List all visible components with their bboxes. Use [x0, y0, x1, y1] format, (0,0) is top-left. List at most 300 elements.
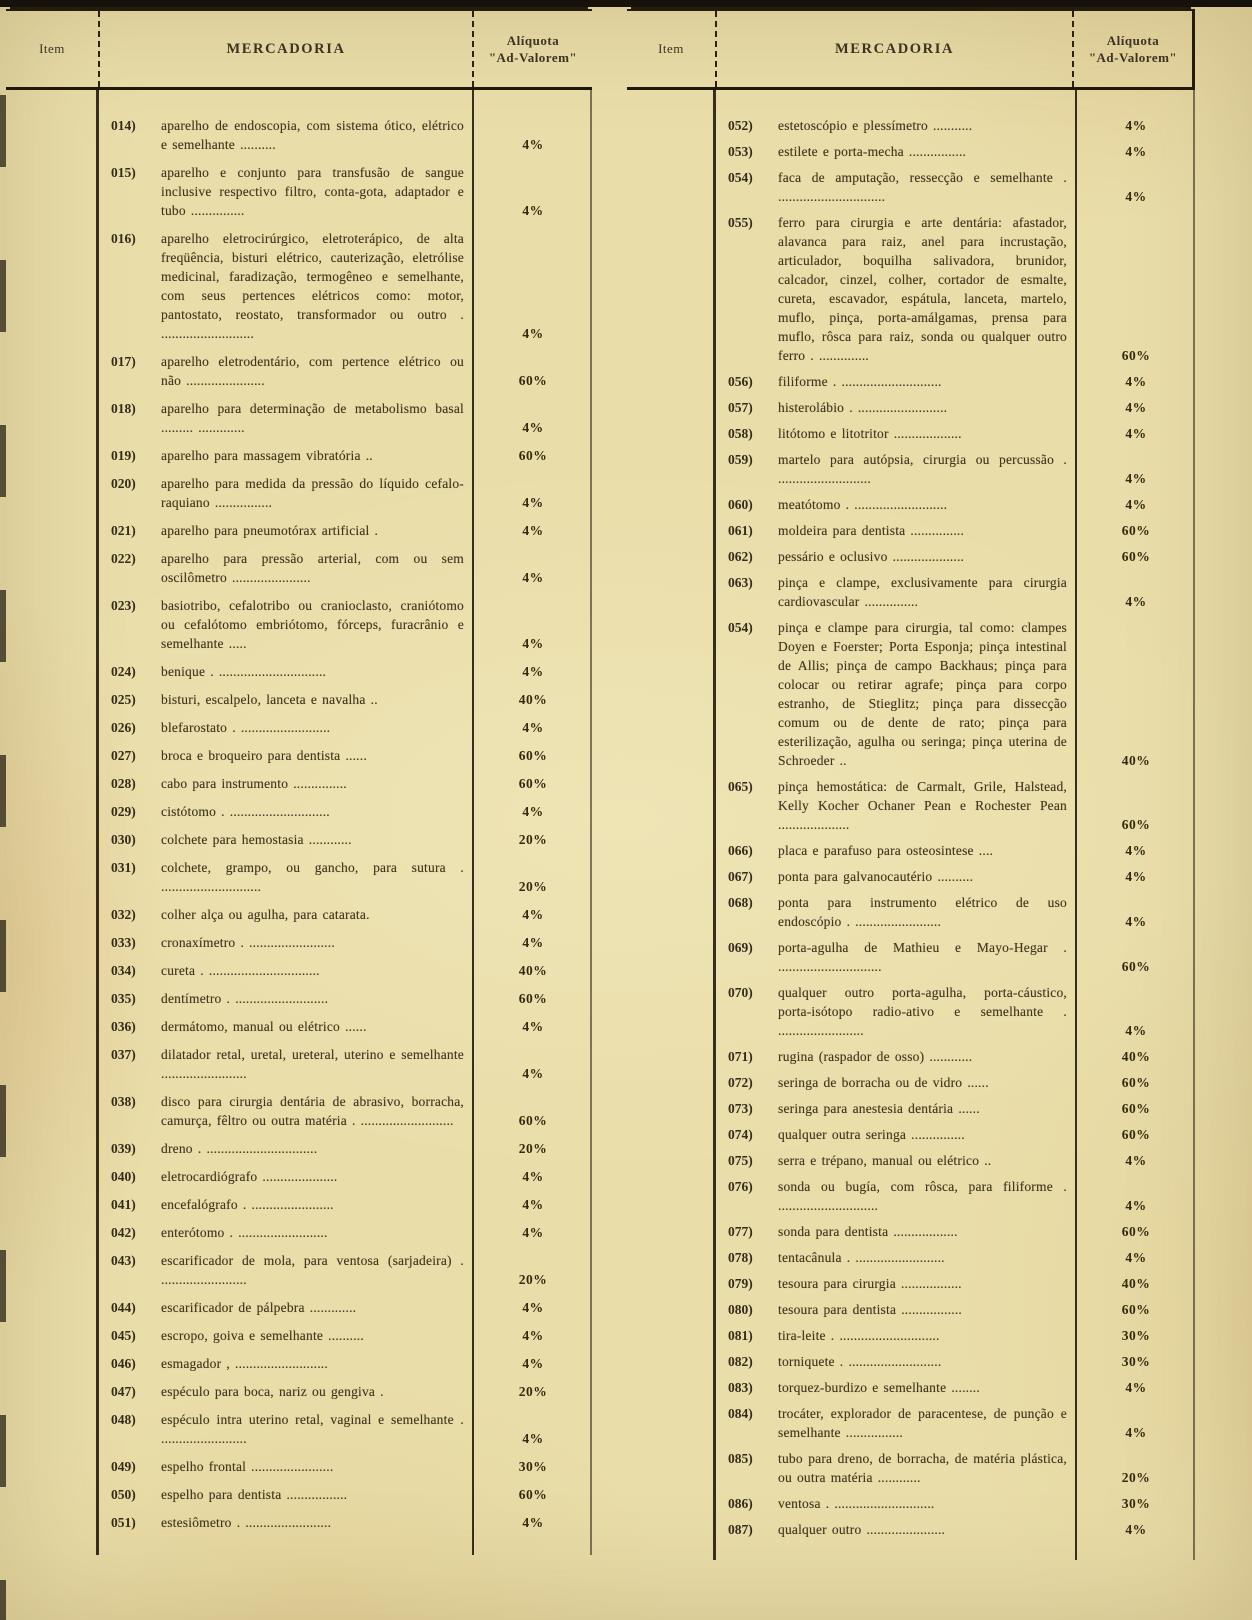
item-description: qualquer outra seringa ...............	[778, 1127, 965, 1142]
table-row	[715, 1326, 1195, 1345]
item-number: 029)	[111, 804, 136, 819]
item-number: 070)	[728, 985, 753, 1000]
item-rate: 4%	[1125, 1023, 1147, 1038]
item-description: sonda ou bugía, com rôsca, para filiforme . ............................	[778, 1179, 1067, 1213]
table-row	[715, 1099, 1195, 1118]
item-description: encefalógrafo . .......................	[161, 1197, 334, 1212]
item-description: colchete, grampo, ou gancho, para sutura . ............................	[161, 860, 464, 894]
item-number: 065)	[728, 779, 753, 794]
item-description: filiforme . ............................	[778, 374, 942, 389]
table-row	[715, 398, 1195, 417]
item-number: 086)	[728, 1496, 753, 1511]
item-rate: 4%	[522, 1066, 544, 1081]
item-number: 028)	[111, 776, 136, 791]
item-rate: 60%	[1121, 959, 1151, 974]
item-number: 021)	[111, 523, 136, 538]
item-number: 050)	[111, 1487, 136, 1502]
item-number: 034)	[111, 963, 136, 978]
item-description: escarificador de mola, para ventosa (sarjadeira) . ........................	[161, 1253, 464, 1287]
table-row	[715, 1300, 1195, 1319]
item-rate: 30%	[1121, 1496, 1151, 1511]
item-rate: 4%	[1125, 118, 1147, 133]
item-number: 035)	[111, 991, 136, 1006]
item-number: 024)	[111, 664, 136, 679]
item-number: 066)	[728, 843, 753, 858]
item-rate: 60%	[1121, 1127, 1151, 1142]
item-number: 014)	[111, 118, 136, 133]
item-rate: 4%	[522, 1328, 544, 1343]
item-number: 062)	[728, 549, 753, 564]
table-row	[98, 446, 592, 465]
table-row	[98, 802, 592, 821]
item-rate: 4%	[522, 664, 544, 679]
column-header-aliquota	[1074, 32, 1192, 66]
tariff-table-left	[6, 9, 592, 1555]
item-rate: 20%	[518, 1141, 548, 1156]
item-rate: 4%	[522, 326, 544, 341]
item-rate: 4%	[522, 907, 544, 922]
item-description: estilete e porta-mecha ................	[778, 144, 967, 159]
item-rate: 60%	[518, 748, 548, 763]
table-header	[6, 9, 592, 90]
item-description: meatótomo . ..........................	[778, 497, 948, 512]
item-rate: 60%	[1121, 1101, 1151, 1116]
item-number: 036)	[111, 1019, 136, 1034]
item-number: 083)	[728, 1380, 753, 1395]
item-rate: 4%	[1125, 1153, 1147, 1168]
table-row	[98, 1139, 592, 1158]
item-rate: 60%	[1121, 1302, 1151, 1317]
item-rate: 20%	[518, 832, 548, 847]
item-rate: 4%	[1125, 1198, 1147, 1213]
table-row	[98, 521, 592, 540]
item-number: 056)	[728, 374, 753, 389]
item-description: escarificador de pálpebra .............	[161, 1300, 357, 1315]
item-number: 032)	[111, 907, 136, 922]
item-description: cronaxímetro . ........................	[161, 935, 335, 950]
table-row	[715, 372, 1195, 391]
item-number: 072)	[728, 1075, 753, 1090]
item-rate: 4%	[522, 1356, 544, 1371]
item-description: estetoscópio e plessímetro ...........	[778, 118, 973, 133]
item-number: 023)	[111, 598, 136, 613]
item-number: 057)	[728, 400, 753, 415]
item-rate: 4%	[1125, 497, 1147, 512]
item-description: esmagador , ..........................	[161, 1356, 328, 1371]
item-rate: 30%	[518, 1459, 548, 1474]
table-row	[98, 858, 592, 896]
item-number: 067)	[728, 869, 753, 884]
column-header-mercadoria: MERCADORIA	[98, 11, 474, 87]
item-description: trocáter, explorador de paracentese, de punção e semelhante ................	[778, 1406, 1067, 1440]
table-row	[715, 1125, 1195, 1144]
item-number: 054)	[728, 170, 753, 185]
item-rate: 4%	[522, 1019, 544, 1034]
item-rate: 60%	[1121, 1224, 1151, 1239]
item-number: 068)	[728, 895, 753, 910]
table-row	[98, 596, 592, 653]
item-rate: 4%	[522, 570, 544, 585]
item-rate: 4%	[1125, 1522, 1147, 1537]
item-rate: 60%	[518, 776, 548, 791]
item-number: 053)	[728, 144, 753, 159]
item-description: qualquer outro ......................	[778, 1522, 946, 1537]
item-description: aparelho eletrodentário, com pertence elétrico ou não ......................	[161, 354, 464, 388]
item-number: 042)	[111, 1225, 136, 1240]
item-description: cabo para instrumento ...............	[161, 776, 347, 791]
item-description: tentacânula . .........................	[778, 1250, 945, 1265]
item-number: 081)	[728, 1328, 753, 1343]
column-header-item: Item	[39, 41, 65, 56]
table-row	[715, 1404, 1195, 1442]
item-description: rugina (raspador de osso) ............	[778, 1049, 973, 1064]
table-row	[98, 746, 592, 765]
item-number: 043)	[111, 1253, 136, 1268]
item-number: 037)	[111, 1047, 136, 1062]
item-rate: 4%	[522, 523, 544, 538]
item-description: torniquete . ..........................	[778, 1354, 942, 1369]
table-row	[98, 961, 592, 980]
table-row	[715, 547, 1195, 566]
item-number: 074)	[728, 1127, 753, 1142]
item-number: 076)	[728, 1179, 753, 1194]
item-rate: 4%	[1125, 374, 1147, 389]
item-description: aparelho de endoscopia, com sistema ótico, elétrico e semelhante ..........	[161, 118, 464, 152]
table-row	[98, 1354, 592, 1373]
item-description: tesoura para cirurgia .................	[778, 1276, 962, 1291]
column-header-mercadoria: MERCADORIA	[715, 11, 1074, 87]
table-row	[715, 1073, 1195, 1092]
item-rate: 4%	[1125, 914, 1147, 929]
item-description: ponta para galvanocautério ..........	[778, 869, 974, 884]
item-rate: 60%	[1121, 523, 1151, 538]
table-row	[715, 1352, 1195, 1371]
item-description: sonda para dentista ..................	[778, 1224, 958, 1239]
item-number: 082)	[728, 1354, 753, 1369]
table-row	[715, 1274, 1195, 1293]
item-rate: 4%	[522, 804, 544, 819]
item-rate: 40%	[1121, 1276, 1151, 1291]
item-number: 046)	[111, 1356, 136, 1371]
item-description: litótomo e litotritor ...................	[778, 426, 962, 441]
item-rate: 60%	[518, 448, 548, 463]
item-rate: 4%	[522, 636, 544, 651]
item-description: aparelho para pressão arterial, com ou sem oscilômetro ......................	[161, 551, 464, 585]
item-description: pessário e oclusivo ....................	[778, 549, 965, 564]
item-rate: 4%	[522, 935, 544, 950]
item-number: 078)	[728, 1250, 753, 1265]
item-number: 040)	[111, 1169, 136, 1184]
item-description: enterótomo . .........................	[161, 1225, 328, 1240]
item-number: 045)	[111, 1328, 136, 1343]
table-row	[715, 893, 1195, 931]
table-row	[98, 1485, 592, 1504]
table-row	[98, 1410, 592, 1448]
table-row	[715, 867, 1195, 886]
aliquota-label-line1: Alíquota	[1106, 33, 1160, 48]
item-number: 084)	[728, 1406, 753, 1421]
item-description: colchete para hemostasia ............	[161, 832, 352, 847]
item-description: dreno . ...............................	[161, 1141, 318, 1156]
table-row	[98, 718, 592, 737]
item-number: 019)	[111, 448, 136, 463]
table-row	[715, 1520, 1195, 1539]
item-rate: 30%	[1121, 1354, 1151, 1369]
table-row	[715, 142, 1195, 161]
table-row	[715, 777, 1195, 834]
item-rate: 20%	[518, 1272, 548, 1287]
table-row	[98, 905, 592, 924]
table-row	[98, 830, 592, 849]
table-row	[715, 1494, 1195, 1513]
item-number: 051)	[111, 1515, 136, 1530]
item-number: 038)	[111, 1094, 136, 1109]
item-description: moldeira para dentista ...............	[778, 523, 965, 538]
aliquota-label-line2: "Ad-Valorem"	[1088, 50, 1178, 65]
table-row	[98, 1092, 592, 1130]
item-number: 025)	[111, 692, 136, 707]
table-row	[98, 989, 592, 1008]
table-row	[715, 938, 1195, 976]
table-body-left	[6, 90, 592, 1555]
aliquota-label-line2: "Ad-Valorem"	[488, 50, 578, 65]
item-number: 039)	[111, 1141, 136, 1156]
item-rate: 20%	[1121, 1470, 1151, 1485]
item-description: estesiômetro . ........................	[161, 1515, 332, 1530]
table-row	[98, 399, 592, 437]
table-row	[98, 1223, 592, 1242]
item-description: ventosa . ............................	[778, 1496, 935, 1511]
item-description: tesoura para dentista .................	[778, 1302, 963, 1317]
item-description: cistótomo . ............................	[161, 804, 330, 819]
item-rate: 4%	[1125, 1425, 1147, 1440]
item-number: 017)	[111, 354, 136, 369]
item-description: ponta para instrumento elétrico de uso endoscópio . ........................	[778, 895, 1067, 929]
item-rate: 60%	[1121, 549, 1151, 564]
item-number: 033)	[111, 935, 136, 950]
item-rate: 60%	[518, 991, 548, 1006]
item-rate: 40%	[518, 963, 548, 978]
item-description: disco para cirurgia dentária de abrasivo, borracha, camurça, fêltro ou outra matéria . ..........................	[161, 1094, 464, 1128]
item-description: espéculo intra uterino retal, vaginal e semelhante . ........................	[161, 1412, 464, 1446]
column-header-aliquota	[474, 32, 592, 66]
item-number: 077)	[728, 1224, 753, 1239]
table-row	[98, 549, 592, 587]
table-row	[98, 690, 592, 709]
page-top-rule	[0, 0, 1252, 7]
item-description: escropo, goiva e semelhante ..........	[161, 1328, 364, 1343]
table-row	[98, 1195, 592, 1214]
item-rate: 4%	[522, 420, 544, 435]
table-row	[98, 1167, 592, 1186]
item-number: 052)	[728, 118, 753, 133]
item-description: aparelho para massagem vibratória ..	[161, 448, 373, 463]
item-description: aparelho para medida da pressão do líquido cefalo-raquiano ................	[161, 476, 464, 510]
table-row	[98, 1457, 592, 1476]
item-description: placa e parafuso para osteosintese ....	[778, 843, 994, 858]
table-row	[715, 116, 1195, 135]
item-number: 030)	[111, 832, 136, 847]
item-description: cureta . ...............................	[161, 963, 320, 978]
item-number: 022)	[111, 551, 136, 566]
item-description: torquez-burdizo e semelhante ........	[778, 1380, 980, 1395]
item-number: 079)	[728, 1276, 753, 1291]
item-number: 060)	[728, 497, 753, 512]
item-rate: 60%	[518, 373, 548, 388]
table-row	[715, 983, 1195, 1040]
item-description: tira-leite . ............................	[778, 1328, 940, 1343]
item-rate: 60%	[518, 1487, 548, 1502]
item-number: 015)	[111, 165, 136, 180]
item-rate: 4%	[522, 1431, 544, 1446]
item-rate: 4%	[522, 1300, 544, 1315]
item-description: qualquer outro porta-agulha, porta-cáustico, porta-isótopo radio-ativo e semelhante . ........................	[778, 985, 1067, 1038]
item-rate: 40%	[518, 692, 548, 707]
item-number: 016)	[111, 231, 136, 246]
item-description: aparelho e conjunto para transfusão de sangue inclusive respectivo filtro, conta-gota, adaptador e tubo ...............	[161, 165, 464, 218]
item-rate: 30%	[1121, 1328, 1151, 1343]
item-description: tubo para dreno, de borracha, de matéria plástica, ou outra matéria ............	[778, 1451, 1067, 1485]
item-description: pinça hemostática: de Carmalt, Grile, Halstead, Kelly Kocher Ochaner Pean e Rochester Pean ....................	[778, 779, 1067, 832]
item-number: 027)	[111, 748, 136, 763]
item-description: bisturi, escalpelo, lanceta e navalha ..	[161, 692, 378, 707]
table-row	[715, 1047, 1195, 1066]
item-description: faca de amputação, ressecção e semelhante . ..............................	[778, 170, 1067, 204]
item-number: 054)	[728, 620, 753, 635]
table-row	[715, 841, 1195, 860]
item-number: 048)	[111, 1412, 136, 1427]
aliquota-label-line1: Alíquota	[506, 33, 560, 48]
item-number: 073)	[728, 1101, 753, 1116]
item-description: aparelho para determinação de metabolismo basal ......... .............	[161, 401, 464, 435]
item-number: 080)	[728, 1302, 753, 1317]
item-description: porta-agulha de Mathieu e Mayo-Hegar . .............................	[778, 940, 1067, 974]
table-row	[98, 1382, 592, 1401]
item-rate: 60%	[1121, 348, 1151, 363]
table-row	[715, 495, 1195, 514]
table-row	[98, 229, 592, 343]
item-number: 031)	[111, 860, 136, 875]
table-row	[98, 1298, 592, 1317]
item-rate: 4%	[1125, 843, 1147, 858]
table-row	[98, 1045, 592, 1083]
item-rate: 4%	[1125, 426, 1147, 441]
item-number: 071)	[728, 1049, 753, 1064]
table-row	[715, 1378, 1195, 1397]
item-rate: 60%	[1121, 1075, 1151, 1090]
table-row	[98, 662, 592, 681]
table-row	[715, 213, 1195, 365]
item-rate: 20%	[518, 1384, 548, 1399]
item-description: pinça e clampe, exclusivamente para cirurgia cardiovascular ...............	[778, 575, 1067, 609]
table-row	[715, 521, 1195, 540]
item-description: espéculo para boca, nariz ou gengiva .	[161, 1384, 384, 1399]
item-description: ferro para cirurgia e arte dentária: afastador, alavanca para raiz, anel para incrustação, articulador, boquilha salivadora, brunidor, calcador, cinzel, colher, cortador de esmalte, cureta, escavador, espátula, lanceta, martelo, muflo, pinça, porta-amálgamas, prensa para muflo, rôsca para raiz, sonda ou qualquer outro ferro . ..............	[778, 215, 1067, 363]
item-number: 049)	[111, 1459, 136, 1474]
table-row	[715, 1177, 1195, 1215]
item-number: 020)	[111, 476, 136, 491]
item-number: 058)	[728, 426, 753, 441]
item-description: pinça e clampe para cirurgia, tal como: clampes Doyen e Foerster; Porta Esponja; pinça intestinal de Allis; pinça de campo Backhaus; pinça para colocar ou retirar agrafe; pinça para corpo estranho, de Stieglitz; pinça para dissecção comum ou de dente de rato; pinça para esterilização, agulha ou seringa; pinça uterina de Schroeder ..	[778, 620, 1067, 768]
table-row	[715, 1151, 1195, 1170]
table-row	[715, 618, 1195, 770]
item-description: espelho frontal .......................	[161, 1459, 334, 1474]
item-description: martelo para autópsia, cirurgia ou percussão . ..........................	[778, 452, 1067, 486]
item-description: seringa de borracha ou de vidro ......	[778, 1075, 989, 1090]
table-row	[715, 1222, 1195, 1241]
item-description: blefarostato . .........................	[161, 720, 331, 735]
item-number: 087)	[728, 1522, 753, 1537]
table-row	[715, 424, 1195, 443]
item-number: 044)	[111, 1300, 136, 1315]
item-rate: 40%	[1121, 753, 1151, 768]
table-row	[715, 1248, 1195, 1267]
item-number: 059)	[728, 452, 753, 467]
item-rate: 4%	[1125, 144, 1147, 159]
item-number: 018)	[111, 401, 136, 416]
item-rate: 4%	[522, 720, 544, 735]
item-rate: 4%	[1125, 189, 1147, 204]
table-row	[715, 1449, 1195, 1487]
item-description: colher alça ou agulha, para catarata.	[161, 907, 370, 922]
table-row	[715, 168, 1195, 206]
item-rate: 4%	[522, 137, 544, 152]
table-body-right	[627, 90, 1195, 1560]
item-description: basiotribo, cefalotribo ou cranioclasto, craniótomo ou cefalótomo embriótomo, fórceps, furacrânio e semelhante .....	[161, 598, 464, 651]
item-number: 063)	[728, 575, 753, 590]
table-row	[98, 163, 592, 220]
item-rate: 4%	[522, 203, 544, 218]
item-description: dilatador retal, uretal, ureteral, uterino e semelhante ........................	[161, 1047, 464, 1081]
item-description: espelho para dentista .................	[161, 1487, 348, 1502]
item-rate: 60%	[1121, 817, 1151, 832]
item-rate: 60%	[518, 1113, 548, 1128]
table-row	[715, 573, 1195, 611]
item-rate: 4%	[1125, 1250, 1147, 1265]
item-rate: 4%	[522, 495, 544, 510]
item-description: aparelho para pneumotórax artificial .	[161, 523, 379, 538]
item-rate: 4%	[522, 1515, 544, 1530]
item-rate: 4%	[1125, 471, 1147, 486]
table-header	[627, 9, 1195, 90]
item-rate: 4%	[1125, 594, 1147, 609]
item-number: 041)	[111, 1197, 136, 1212]
item-number: 026)	[111, 720, 136, 735]
table-row	[98, 352, 592, 390]
tariff-table-right	[627, 9, 1195, 1560]
column-header-item: Item	[658, 41, 684, 56]
item-description: histerolábio . .........................	[778, 400, 948, 415]
item-number: 055)	[728, 215, 753, 230]
table-row	[98, 474, 592, 512]
item-rate: 20%	[518, 879, 548, 894]
item-number: 047)	[111, 1384, 136, 1399]
item-description: serra e trépano, manual ou elétrico ..	[778, 1153, 992, 1168]
table-row	[98, 1513, 592, 1532]
item-number: 085)	[728, 1451, 753, 1466]
item-description: benique . ..............................	[161, 664, 327, 679]
table-row	[98, 116, 592, 154]
item-description: dentímetro . ..........................	[161, 991, 329, 1006]
item-description: broca e broqueiro para dentista ......	[161, 748, 367, 763]
item-number: 069)	[728, 940, 753, 955]
item-rate: 40%	[1121, 1049, 1151, 1064]
item-number: 061)	[728, 523, 753, 538]
item-rate: 4%	[522, 1169, 544, 1184]
item-rate: 4%	[522, 1225, 544, 1240]
item-description: aparelho eletrocirúrgico, eletroterápico, de alta freqüência, bisturi elétrico, cauterização, eletrólise medicinal, faradização, termogêneo e semelhante, com seus pertences elétricos como: motor, pantostato, reostato, transformador ou outro . ..........................	[161, 231, 464, 341]
item-description: seringa para anestesia dentária ......	[778, 1101, 980, 1116]
